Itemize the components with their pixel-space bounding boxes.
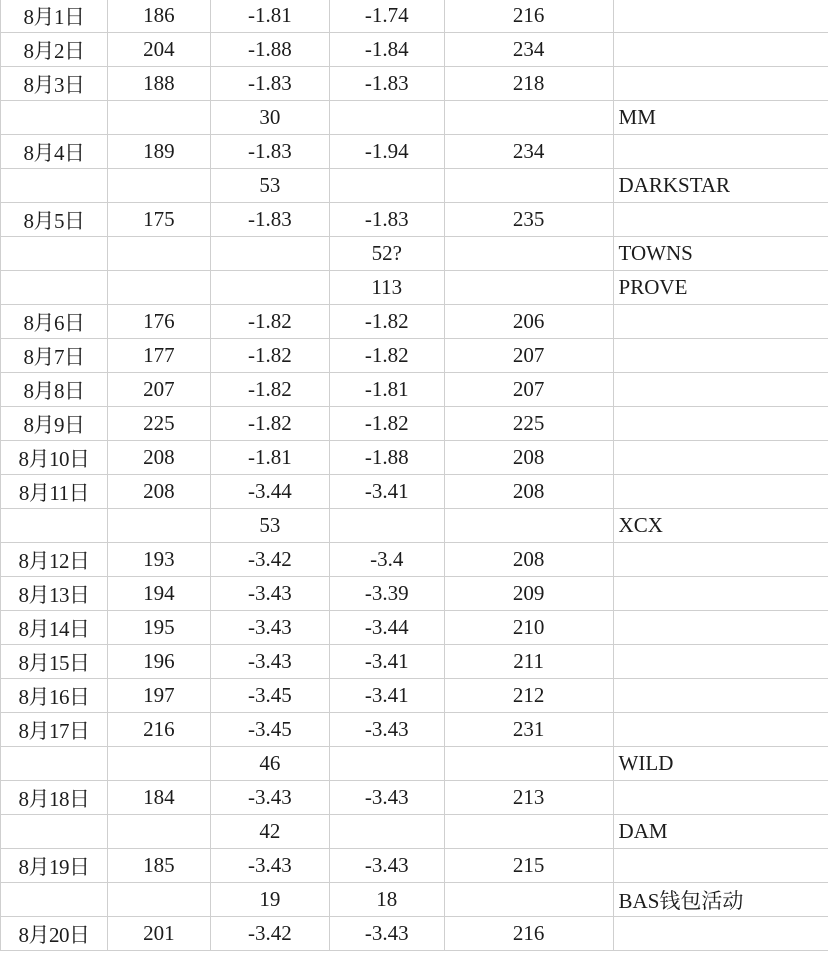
value-c-cell[interactable]: -3.41 (329, 679, 444, 713)
table-row (1, 407, 828, 441)
value-d-cell[interactable] (444, 101, 613, 135)
value-b-cell[interactable]: -3.42 (210, 917, 329, 951)
value-a-cell[interactable]: 185 (107, 849, 210, 883)
value-a-cell[interactable] (107, 509, 210, 543)
value-d-cell[interactable]: 211 (444, 645, 613, 679)
note-cell[interactable] (613, 849, 828, 883)
table-row (1, 339, 828, 373)
table-row (1, 815, 828, 849)
value-b-cell[interactable]: 42 (210, 815, 329, 849)
table-row (1, 305, 828, 339)
value-b-cell[interactable]: -1.82 (210, 407, 329, 441)
table-row (1, 67, 828, 101)
date-cell[interactable]: 8月8日 (1, 373, 108, 407)
value-a-cell[interactable]: 216 (107, 713, 210, 747)
date-cell[interactable]: 8月7日 (1, 339, 108, 373)
table-row (1, 849, 828, 883)
value-b-cell[interactable]: -1.83 (210, 203, 329, 237)
date-cell[interactable]: 8月19日 (1, 849, 108, 883)
note-cell[interactable] (613, 645, 828, 679)
value-a-cell[interactable] (107, 271, 210, 305)
date-cell[interactable]: 8月10日 (1, 441, 108, 475)
value-d-cell[interactable]: 216 (444, 0, 613, 33)
value-c-cell[interactable]: -1.82 (329, 305, 444, 339)
value-c-cell[interactable]: -1.84 (329, 33, 444, 67)
value-c-cell[interactable]: -3.43 (329, 781, 444, 815)
value-a-cell[interactable]: 189 (107, 135, 210, 169)
value-a-cell[interactable]: 184 (107, 781, 210, 815)
value-a-cell[interactable]: 208 (107, 441, 210, 475)
value-b-cell[interactable]: -3.43 (210, 645, 329, 679)
value-a-cell[interactable] (107, 883, 210, 917)
value-a-cell[interactable]: 197 (107, 679, 210, 713)
value-b-cell[interactable]: -3.45 (210, 679, 329, 713)
value-d-cell[interactable]: 207 (444, 339, 613, 373)
value-d-cell[interactable]: 235 (444, 203, 613, 237)
value-b-cell[interactable]: -3.44 (210, 475, 329, 509)
date-cell[interactable]: 8月11日 (1, 475, 108, 509)
value-a-cell[interactable]: 175 (107, 203, 210, 237)
value-d-cell[interactable]: 210 (444, 611, 613, 645)
note-cell[interactable] (613, 0, 828, 33)
value-c-cell[interactable] (329, 815, 444, 849)
table-row (1, 271, 828, 305)
value-b-cell[interactable]: -3.42 (210, 543, 329, 577)
date-cell[interactable] (1, 509, 108, 543)
note-cell[interactable] (613, 339, 828, 373)
value-d-cell[interactable]: 207 (444, 373, 613, 407)
note-cell[interactable] (613, 67, 828, 101)
value-b-cell[interactable]: -3.45 (210, 713, 329, 747)
value-d-cell[interactable]: 216 (444, 917, 613, 951)
note-cell[interactable] (613, 135, 828, 169)
note-cell[interactable] (613, 203, 828, 237)
value-b-cell[interactable]: -3.43 (210, 849, 329, 883)
value-a-cell[interactable]: 186 (107, 0, 210, 33)
value-a-cell[interactable]: 204 (107, 33, 210, 67)
value-d-cell[interactable]: 208 (444, 543, 613, 577)
date-cell[interactable]: 8月5日 (1, 203, 108, 237)
table-row (1, 0, 828, 33)
note-cell[interactable] (613, 407, 828, 441)
value-a-cell[interactable]: 196 (107, 645, 210, 679)
table-row (1, 475, 828, 509)
value-a-cell[interactable]: 201 (107, 917, 210, 951)
value-c-cell[interactable]: 52? (329, 237, 444, 271)
note-cell[interactable] (613, 611, 828, 645)
value-c-cell[interactable]: -1.82 (329, 407, 444, 441)
note-cell[interactable]: DARKSTAR (613, 169, 828, 203)
table-row (1, 203, 828, 237)
note-cell[interactable] (613, 373, 828, 407)
value-c-cell[interactable]: 18 (329, 883, 444, 917)
value-c-cell[interactable]: -3.4 (329, 543, 444, 577)
note-cell[interactable]: MM (613, 101, 828, 135)
value-c-cell[interactable]: -1.81 (329, 373, 444, 407)
note-cell[interactable] (613, 577, 828, 611)
table-row (1, 237, 828, 271)
table-row (1, 747, 828, 781)
spreadsheet-body (1, 0, 828, 951)
value-c-cell[interactable]: -3.39 (329, 577, 444, 611)
value-b-cell[interactable]: -1.88 (210, 33, 329, 67)
value-a-cell[interactable] (107, 101, 210, 135)
date-cell[interactable]: 8月16日 (1, 679, 108, 713)
value-b-cell[interactable] (210, 237, 329, 271)
value-d-cell[interactable]: 208 (444, 441, 613, 475)
value-a-cell[interactable]: 207 (107, 373, 210, 407)
date-cell[interactable] (1, 101, 108, 135)
note-cell[interactable]: DAM (613, 815, 828, 849)
value-d-cell[interactable] (444, 237, 613, 271)
value-c-cell[interactable] (329, 747, 444, 781)
value-a-cell[interactable]: 176 (107, 305, 210, 339)
date-cell[interactable] (1, 883, 108, 917)
value-c-cell[interactable]: 113 (329, 271, 444, 305)
value-b-cell[interactable]: -3.43 (210, 577, 329, 611)
value-c-cell[interactable]: -1.83 (329, 67, 444, 101)
value-b-cell[interactable]: -1.81 (210, 441, 329, 475)
value-c-cell[interactable]: -3.43 (329, 917, 444, 951)
date-cell[interactable]: 8月3日 (1, 67, 108, 101)
value-b-cell[interactable]: -1.82 (210, 373, 329, 407)
value-b-cell[interactable]: 53 (210, 509, 329, 543)
table-row (1, 509, 828, 543)
value-d-cell[interactable]: 206 (444, 305, 613, 339)
note-cell[interactable] (613, 713, 828, 747)
value-d-cell[interactable]: 215 (444, 849, 613, 883)
value-c-cell[interactable] (329, 101, 444, 135)
table-row (1, 645, 828, 679)
date-cell[interactable]: 8月18日 (1, 781, 108, 815)
date-cell[interactable]: 8月20日 (1, 917, 108, 951)
value-b-cell[interactable]: -1.83 (210, 135, 329, 169)
date-cell[interactable] (1, 237, 108, 271)
value-d-cell[interactable]: 209 (444, 577, 613, 611)
value-d-cell[interactable] (444, 883, 613, 917)
value-b-cell[interactable]: -1.81 (210, 0, 329, 33)
table-row (1, 713, 828, 747)
value-c-cell[interactable]: -1.83 (329, 203, 444, 237)
date-cell[interactable] (1, 169, 108, 203)
date-cell[interactable]: 8月2日 (1, 33, 108, 67)
value-b-cell[interactable]: -3.43 (210, 611, 329, 645)
value-a-cell[interactable]: 208 (107, 475, 210, 509)
value-b-cell[interactable]: -1.82 (210, 305, 329, 339)
date-cell[interactable]: 8月6日 (1, 305, 108, 339)
value-d-cell[interactable]: 212 (444, 679, 613, 713)
value-c-cell[interactable]: -3.41 (329, 645, 444, 679)
value-d-cell[interactable] (444, 747, 613, 781)
date-cell[interactable]: 8月17日 (1, 713, 108, 747)
date-cell[interactable]: 8月4日 (1, 135, 108, 169)
value-b-cell[interactable]: 53 (210, 169, 329, 203)
table-row (1, 543, 828, 577)
date-cell[interactable]: 8月14日 (1, 611, 108, 645)
value-d-cell[interactable]: 234 (444, 135, 613, 169)
table-row (1, 679, 828, 713)
value-d-cell[interactable] (444, 509, 613, 543)
value-c-cell[interactable]: -1.74 (329, 0, 444, 33)
value-c-cell[interactable]: -3.43 (329, 713, 444, 747)
table-row (1, 135, 828, 169)
value-d-cell[interactable] (444, 169, 613, 203)
note-cell[interactable] (613, 543, 828, 577)
value-b-cell[interactable] (210, 271, 329, 305)
note-cell[interactable] (613, 305, 828, 339)
value-c-cell[interactable]: -3.41 (329, 475, 444, 509)
value-d-cell[interactable]: 213 (444, 781, 613, 815)
table-row (1, 781, 828, 815)
value-b-cell[interactable]: 46 (210, 747, 329, 781)
table-row (1, 611, 828, 645)
table-row (1, 169, 828, 203)
date-cell[interactable]: 8月12日 (1, 543, 108, 577)
date-cell[interactable]: 8月15日 (1, 645, 108, 679)
value-d-cell[interactable]: 225 (444, 407, 613, 441)
table-row (1, 917, 828, 951)
table-row (1, 883, 828, 917)
value-c-cell[interactable]: -3.44 (329, 611, 444, 645)
value-b-cell[interactable]: 19 (210, 883, 329, 917)
note-cell[interactable] (613, 781, 828, 815)
date-cell[interactable] (1, 271, 108, 305)
table-row (1, 33, 828, 67)
table-row (1, 441, 828, 475)
value-a-cell[interactable] (107, 747, 210, 781)
value-d-cell[interactable]: 218 (444, 67, 613, 101)
note-cell[interactable]: TOWNS (613, 237, 828, 271)
value-d-cell[interactable] (444, 271, 613, 305)
value-c-cell[interactable]: -1.82 (329, 339, 444, 373)
date-cell[interactable] (1, 815, 108, 849)
date-cell[interactable]: 8月9日 (1, 407, 108, 441)
table-row (1, 101, 828, 135)
value-d-cell[interactable]: 208 (444, 475, 613, 509)
value-a-cell[interactable] (107, 169, 210, 203)
value-b-cell[interactable]: -1.82 (210, 339, 329, 373)
value-a-cell[interactable]: 188 (107, 67, 210, 101)
value-c-cell[interactable]: -1.88 (329, 441, 444, 475)
table-row (1, 577, 828, 611)
value-b-cell[interactable]: -1.83 (210, 67, 329, 101)
note-cell[interactable]: PROVE (613, 271, 828, 305)
value-c-cell[interactable] (329, 509, 444, 543)
note-cell[interactable] (613, 679, 828, 713)
value-c-cell[interactable]: -1.94 (329, 135, 444, 169)
value-d-cell[interactable]: 234 (444, 33, 613, 67)
note-cell[interactable] (613, 33, 828, 67)
table-row (1, 373, 828, 407)
note-cell[interactable] (613, 475, 828, 509)
note-cell[interactable] (613, 441, 828, 475)
date-cell[interactable]: 8月13日 (1, 577, 108, 611)
date-cell[interactable]: 8月1日 (1, 0, 108, 33)
value-a-cell[interactable]: 194 (107, 577, 210, 611)
value-c-cell[interactable] (329, 169, 444, 203)
value-a-cell[interactable]: 193 (107, 543, 210, 577)
value-a-cell[interactable] (107, 237, 210, 271)
value-a-cell[interactable]: 177 (107, 339, 210, 373)
note-cell[interactable]: WILD (613, 747, 828, 781)
value-d-cell[interactable]: 231 (444, 713, 613, 747)
value-a-cell[interactable]: 225 (107, 407, 210, 441)
value-c-cell[interactable]: -3.43 (329, 849, 444, 883)
note-cell[interactable]: XCX (613, 509, 828, 543)
date-cell[interactable] (1, 747, 108, 781)
note-cell[interactable] (613, 917, 828, 951)
note-cell[interactable]: BAS钱包活动 (613, 883, 828, 917)
value-a-cell[interactable]: 195 (107, 611, 210, 645)
value-a-cell[interactable] (107, 815, 210, 849)
value-d-cell[interactable] (444, 815, 613, 849)
value-b-cell[interactable]: 30 (210, 101, 329, 135)
value-b-cell[interactable]: -3.43 (210, 781, 329, 815)
